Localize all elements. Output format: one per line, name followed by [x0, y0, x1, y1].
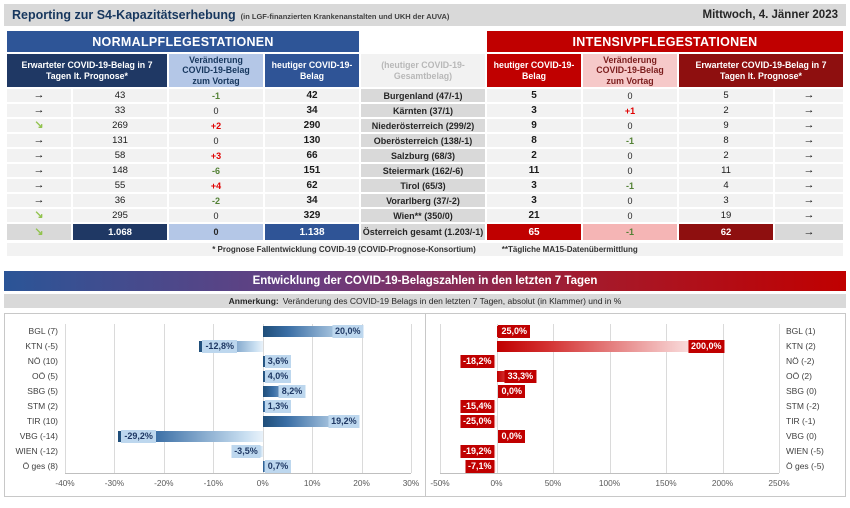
state-label: Burgenland (47/-1): [361, 89, 485, 102]
col-header-icu-expected: Erwarteter COVID-19-Belag in 7 Tagen lt. Prognose*: [679, 54, 843, 87]
bar-label: -3,5%: [231, 445, 261, 458]
bar-label: 3,6%: [265, 355, 292, 368]
bar-row: [65, 429, 411, 444]
normal-change-value: -6: [169, 164, 263, 177]
bar-row: [440, 399, 779, 414]
normal-today-value: 1.138: [265, 224, 359, 240]
chart-icu-plot: [440, 324, 779, 474]
normal-today-value: 329: [265, 209, 359, 222]
bar-label: 8,2%: [279, 385, 306, 398]
chart-icu-x-axis: [430, 474, 790, 492]
normal-expected-value: 58: [73, 149, 167, 162]
normal-expected-value: 55: [73, 179, 167, 192]
normal-today-value: 151: [265, 164, 359, 177]
icu-today-value: 9: [487, 119, 581, 132]
bar-label: -29,2%: [121, 430, 156, 443]
bar-label: 0,0%: [498, 430, 525, 443]
normal-expected-value: 1.068: [73, 224, 167, 240]
category-label: Ö ges (8): [22, 461, 58, 471]
footnote-ma15: **Tägliche MA15-Datenübermittlung: [501, 245, 638, 254]
trend-flat-icon: →: [7, 104, 71, 117]
bar-label: 200,0%: [688, 340, 725, 353]
icu-change-value: 0: [583, 194, 677, 207]
icu-expected-value: 8: [679, 134, 773, 147]
tick-label: 250%: [768, 478, 790, 488]
icu-expected-value: 3: [679, 194, 773, 207]
icu-change-value: 0: [583, 149, 677, 162]
normal-change-value: -1: [169, 89, 263, 102]
app-header: [4, 4, 846, 26]
category-label: WIEN (-12): [15, 446, 58, 456]
category-label: NÖ (10): [27, 356, 58, 366]
tick-label: -40%: [55, 478, 75, 488]
bar-row: [65, 369, 411, 384]
bar-label: -12,8%: [202, 340, 237, 353]
bar-row: [440, 354, 779, 369]
state-label: Tirol (65/3): [361, 179, 485, 192]
tick-label: 200%: [711, 478, 734, 488]
normal-expected-value: 131: [73, 134, 167, 147]
state-label: Kärnten (37/1): [361, 104, 485, 117]
tick-label: 30%: [402, 478, 420, 488]
bar-row: [440, 459, 779, 474]
bar-row: [65, 399, 411, 414]
col-header-normal-expected: Erwarteter COVID-19-Belag in 7 Tagen lt. Prognose*: [7, 54, 167, 87]
icu-section-header: INTENSIVPFLEGESTATIONEN: [487, 31, 843, 52]
tick-label: -50%: [430, 478, 450, 488]
chart-normalpflege: [5, 314, 425, 496]
note-label: Anmerkung:: [228, 296, 279, 306]
trend-section-header: Entwicklung der COVID-19-Belagszahlen in den letzten 7 Tagen: [4, 271, 846, 291]
col-header-normal-change: Veränderung COVID-19-Belag zum Vortag: [169, 54, 263, 87]
category-label: TIR (10): [26, 416, 58, 426]
state-label: Vorarlberg (37/-2): [361, 194, 485, 207]
icu-today-value: 5: [487, 89, 581, 102]
tick-label: 0%: [490, 478, 503, 488]
icu-change-value: 0: [583, 119, 677, 132]
category-label: KTN (2): [786, 341, 816, 351]
icu-expected-value: 11: [679, 164, 773, 177]
normal-today-value: 62: [265, 179, 359, 192]
icu-today-value: 3: [487, 194, 581, 207]
state-label: Niederösterreich (299/2): [361, 119, 485, 132]
tick-label: 100%: [598, 478, 621, 488]
normal-expected-value: 36: [73, 194, 167, 207]
icu-expected-value: 2: [679, 104, 773, 117]
normal-section-header: NORMALPFLEGESTATIONEN: [7, 31, 359, 52]
state-label: Österreich gesamt (1.203/-1): [361, 224, 485, 240]
category-label: SBG (5): [27, 386, 58, 396]
icu-expected-value: 9: [679, 119, 773, 132]
bar-row: [440, 444, 779, 459]
category-label: KTN (-5): [25, 341, 58, 351]
normal-change-value: +4: [169, 179, 263, 192]
trend-flat-icon: →: [7, 179, 71, 192]
chart-icu-category-labels: [779, 324, 841, 474]
tick-label: 10%: [303, 478, 321, 488]
icu-today-value: 3: [487, 104, 581, 117]
bar-label: -7,1%: [465, 460, 495, 473]
section-header-spacer: [361, 31, 485, 52]
report-title: Reporting zur S4-Kapazitätserhebung: [12, 8, 236, 22]
icu-today-value: 2: [487, 149, 581, 162]
bar-row: [65, 459, 411, 474]
normal-change-value: -2: [169, 194, 263, 207]
category-label: BGL (1): [786, 326, 816, 336]
icu-expected-value: 5: [679, 89, 773, 102]
normal-change-value: +2: [169, 119, 263, 132]
trend-flat-icon: →: [775, 209, 843, 222]
icu-change-value: 0: [583, 89, 677, 102]
bar-row: [65, 324, 411, 339]
trend-down-icon: ↘: [7, 209, 71, 222]
category-label: VBG (-14): [19, 431, 58, 441]
category-label: OÖ (5): [32, 371, 58, 381]
col-header-icu-change: Veränderung COVID-19-Belag zum Vortag: [583, 54, 677, 87]
trend-flat-icon: →: [7, 194, 71, 207]
trend-flat-icon: →: [775, 104, 843, 117]
bar-label: -19,2%: [460, 445, 495, 458]
capacity-table: [7, 31, 843, 240]
report-subtitle: (in LGF-finanzierten Krankenanstalten und UKH der AUVA): [240, 12, 450, 21]
gridline: [411, 324, 412, 473]
bar-label: -25,0%: [460, 415, 495, 428]
bar-label: 0,0%: [498, 385, 525, 398]
trend-flat-icon: →: [7, 164, 71, 177]
icu-today-value: 3: [487, 179, 581, 192]
trend-flat-icon: →: [775, 194, 843, 207]
tick-label: 0%: [256, 478, 269, 488]
icu-change-value: -1: [583, 134, 677, 147]
chart-normal-category-labels: [9, 324, 65, 474]
bar-row: [65, 384, 411, 399]
normal-today-value: 34: [265, 194, 359, 207]
bar-row: [440, 369, 779, 384]
bar-label: 4,0%: [265, 370, 292, 383]
category-label: BGL (7): [28, 326, 58, 336]
note-bar: [4, 294, 846, 308]
normal-today-value: 290: [265, 119, 359, 132]
state-label: Oberösterreich (138/-1): [361, 134, 485, 147]
icu-today-value: 21: [487, 209, 581, 222]
bar-label: -15,4%: [460, 400, 495, 413]
bar-label: 19,2%: [328, 415, 360, 428]
chart-normal-plot: [65, 324, 411, 474]
bar-label: 20,0%: [332, 325, 364, 338]
tick-label: 50%: [544, 478, 562, 488]
bar-row: [65, 339, 411, 354]
category-label: Ö ges (-5): [786, 461, 825, 471]
state-label: Wien** (350/0): [361, 209, 485, 222]
icu-expected-value: 62: [679, 224, 773, 240]
bar-row: [65, 354, 411, 369]
col-header-total-occupancy: (heutiger COVID-19-Gesamtbelag): [361, 54, 485, 87]
normal-change-value: 0: [169, 104, 263, 117]
state-label: Steiermark (162/-6): [361, 164, 485, 177]
category-label: OÖ (2): [786, 371, 812, 381]
normal-change-value: +3: [169, 149, 263, 162]
bar-label: 0,7%: [265, 460, 292, 473]
category-label: VBG (0): [786, 431, 817, 441]
trend-flat-icon: →: [775, 134, 843, 147]
category-label: SBG (0): [786, 386, 817, 396]
footnote-prognose: * Prognose Fallentwicklung COVID-19 (COVID-Prognose-Konsortium): [212, 245, 476, 254]
bar-label: 33,3%: [505, 370, 537, 383]
state-label: Salzburg (68/3): [361, 149, 485, 162]
icu-expected-value: 19: [679, 209, 773, 222]
trend-flat-icon: →: [775, 119, 843, 132]
normal-change-value: 0: [169, 224, 263, 240]
chart-intensivpflege: [425, 314, 845, 496]
bar-row: [440, 324, 779, 339]
normal-today-value: 34: [265, 104, 359, 117]
tick-label: -20%: [154, 478, 174, 488]
bar-row: [65, 444, 411, 459]
tick-label: 20%: [353, 478, 370, 488]
trend-flat-icon: →: [775, 149, 843, 162]
normal-expected-value: 43: [73, 89, 167, 102]
bar-label: -18,2%: [460, 355, 495, 368]
icu-expected-value: 4: [679, 179, 773, 192]
icu-today-value: 65: [487, 224, 581, 240]
trend-flat-icon: →: [7, 149, 71, 162]
normal-change-value: 0: [169, 134, 263, 147]
trend-flat-icon: →: [775, 224, 843, 240]
normal-today-value: 66: [265, 149, 359, 162]
icu-change-value: -1: [583, 224, 677, 240]
category-label: TIR (-1): [786, 416, 816, 426]
gridline: [779, 324, 780, 473]
icu-today-value: 8: [487, 134, 581, 147]
trend-flat-icon: →: [7, 134, 71, 147]
note-text: Veränderung des COVID-19 Belags in den letzten 7 Tagen, absolut (in Klammer) und in %: [282, 296, 622, 306]
icu-expected-value: 2: [679, 149, 773, 162]
bar-row: [440, 414, 779, 429]
normal-expected-value: 269: [73, 119, 167, 132]
normal-today-value: 130: [265, 134, 359, 147]
bar-row: [440, 384, 779, 399]
category-label: STM (2): [27, 401, 58, 411]
bar-label: 25,0%: [498, 325, 530, 338]
col-header-icu-today: heutiger COVID-19-Belag: [487, 54, 581, 87]
category-label: NÖ (-2): [786, 356, 815, 366]
category-label: STM (-2): [786, 401, 820, 411]
charts-row: [4, 313, 846, 497]
report-date: Mittwoch, 4. Jänner 2023: [702, 9, 838, 21]
bar-row: [440, 339, 779, 354]
bar-row: [440, 429, 779, 444]
icu-change-value: -1: [583, 179, 677, 192]
icu-change-value: 0: [583, 209, 677, 222]
col-header-normal-today: heutiger COVID-19-Belag: [265, 54, 359, 87]
normal-today-value: 42: [265, 89, 359, 102]
normal-expected-value: 295: [73, 209, 167, 222]
trend-flat-icon: →: [775, 89, 843, 102]
trend-flat-icon: →: [7, 89, 71, 102]
normal-expected-value: 148: [73, 164, 167, 177]
trend-down-icon: ↘: [7, 224, 71, 240]
trend-down-icon: ↘: [7, 119, 71, 132]
category-label: WIEN (-5): [786, 446, 824, 456]
trend-flat-icon: →: [775, 164, 843, 177]
icu-change-value: +1: [583, 104, 677, 117]
trend-flat-icon: →: [775, 179, 843, 192]
tick-label: -10%: [203, 478, 223, 488]
icu-change-value: 0: [583, 164, 677, 177]
bar-label: 1,3%: [265, 400, 292, 413]
footnote: [7, 243, 843, 256]
chart-normal-x-axis: [55, 474, 420, 492]
tick-label: 150%: [655, 478, 677, 488]
icu-today-value: 11: [487, 164, 581, 177]
normal-expected-value: 33: [73, 104, 167, 117]
bar-row: [65, 414, 411, 429]
tick-label: -30%: [104, 478, 125, 488]
normal-change-value: 0: [169, 209, 263, 222]
